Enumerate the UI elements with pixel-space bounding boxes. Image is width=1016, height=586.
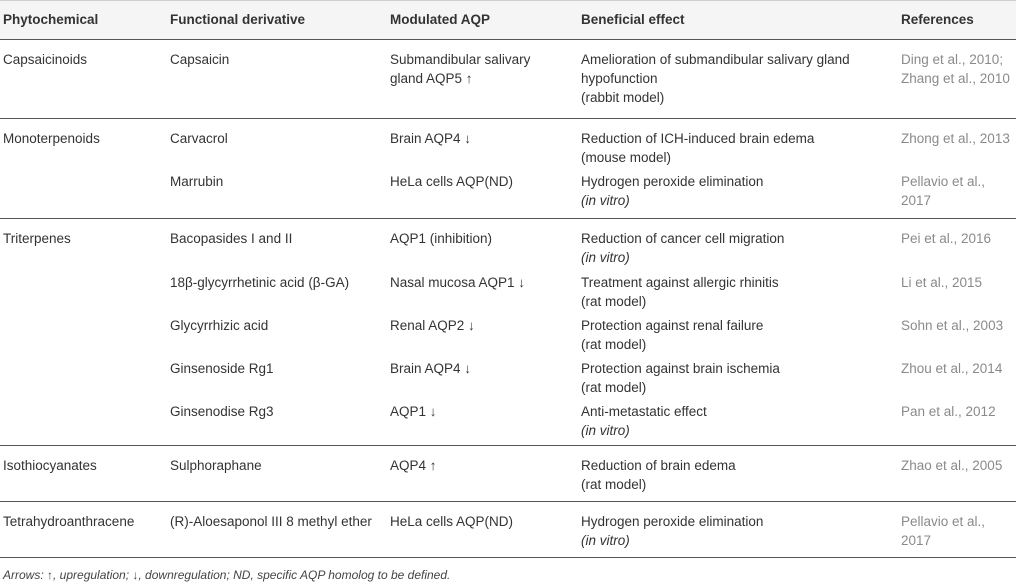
table-group xyxy=(0,502,1016,558)
effect-cell xyxy=(581,273,779,311)
effect-line: (mouse model) xyxy=(581,150,672,165)
reference-line: Zhang et al., 2010 xyxy=(901,71,1010,86)
reference-line: Ding et al., 2010; xyxy=(901,52,1004,67)
effect-cell xyxy=(581,172,763,210)
aqp-cell: HeLa cells AQP(ND) xyxy=(390,514,514,529)
reference-cell xyxy=(901,50,1010,88)
aqp-cell xyxy=(390,50,530,88)
table-group xyxy=(0,219,1016,446)
phytochemical-cell: Tetrahydroanthracene xyxy=(3,514,135,529)
table-group xyxy=(0,119,1016,219)
aqp-cell: AQP4 ↑ xyxy=(390,458,437,473)
reference-line: 2017 xyxy=(901,193,932,208)
derivative-cell: Capsaicin xyxy=(170,52,230,67)
effect-cell xyxy=(581,359,780,397)
effect-line: (rat model) xyxy=(581,337,647,352)
effect-line: Hydrogen peroxide elimination xyxy=(581,514,764,529)
phytochemical-cell: Triterpenes xyxy=(3,231,71,246)
effect-cell xyxy=(581,229,784,267)
header-functional-derivative: Functional derivative xyxy=(170,12,306,27)
reference-line: Pellavio et al., xyxy=(901,174,986,189)
derivative-cell: (R)-Aloesaponol III 8 methyl ether xyxy=(170,514,372,529)
table-footnote: Arrows: ↑, upregulation; ↓, downregulation; ND, specific AQP homolog to be defined. xyxy=(3,568,451,582)
effect-line: (rat model) xyxy=(581,477,647,492)
header-modulated-aqp: Modulated AQP xyxy=(390,12,490,27)
table-group xyxy=(0,446,1016,502)
effect-line: Amelioration of submandibular salivary gland xyxy=(581,52,850,67)
aqp-cell: Renal AQP2 ↓ xyxy=(390,318,475,333)
header-phytochemical: Phytochemical xyxy=(3,12,99,27)
derivative-cell: Sulphoraphane xyxy=(170,458,262,473)
header-beneficial-effect: Beneficial effect xyxy=(581,12,685,27)
effect-line: Protection against renal failure xyxy=(581,318,764,333)
effect-line: Reduction of ICH-induced brain edema xyxy=(581,131,815,146)
effect-cell xyxy=(581,129,814,167)
effect-line: Reduction of brain edema xyxy=(581,458,736,473)
phytochemical-cell: Monoterpenoids xyxy=(3,131,100,146)
effect-cell xyxy=(581,316,763,354)
reference-cell: Zhong et al., 2013 xyxy=(901,131,1010,146)
reference-cell: Zhao et al., 2005 xyxy=(901,458,1003,473)
effect-line: (in vitro) xyxy=(581,250,630,265)
phytochemical-cell: Capsaicinoids xyxy=(3,52,88,67)
effect-line: (in vitro) xyxy=(581,193,630,208)
effect-cell xyxy=(581,456,736,494)
effect-line: (in vitro) xyxy=(581,423,630,438)
reference-line: 2017 xyxy=(901,533,932,548)
derivative-cell: Glycyrrhizic acid xyxy=(170,318,269,333)
reference-cell xyxy=(901,512,985,550)
effect-cell xyxy=(581,50,850,107)
reference-cell: Pan et al., 2012 xyxy=(901,404,996,419)
derivative-cell: Bacopasides I and II xyxy=(170,231,293,246)
effect-line: Anti-metastatic effect xyxy=(581,404,707,419)
effect-cell xyxy=(581,512,763,550)
effect-line: (rat model) xyxy=(581,294,647,309)
effect-line: Treatment against allergic rhinitis xyxy=(581,275,779,290)
phytochemical-cell: Isothiocyanates xyxy=(3,458,97,473)
aqp-cell: HeLa cells AQP(ND) xyxy=(390,174,514,189)
effect-line: Reduction of cancer cell migration xyxy=(581,231,785,246)
reference-cell: Pei et al., 2016 xyxy=(901,231,992,246)
effect-line: hypofunction xyxy=(581,71,658,86)
reference-cell: Sohn et al., 2003 xyxy=(901,318,1004,333)
aqp-cell: AQP1 ↓ xyxy=(390,404,437,419)
effect-line: Protection against brain ischemia xyxy=(581,361,780,376)
aqp-cell: AQP1 (inhibition) xyxy=(390,231,493,246)
derivative-cell: Carvacrol xyxy=(170,131,228,146)
effect-line: (rabbit model) xyxy=(581,90,665,105)
reference-cell: Li et al., 2015 xyxy=(901,275,983,290)
derivative-cell: 18β-glycyrrhetinic acid (β-GA) xyxy=(170,275,350,290)
derivative-cell: Marrubin xyxy=(170,174,224,189)
aqp-cell: Nasal mucosa AQP1 ↓ xyxy=(390,275,526,290)
effect-line: (in vitro) xyxy=(581,533,630,548)
effect-cell xyxy=(581,402,707,440)
reference-cell: Zhou et al., 2014 xyxy=(901,361,1003,376)
derivative-cell: Ginsenodise Rg3 xyxy=(170,404,274,419)
aqp-line: Submandibular salivary xyxy=(390,52,531,67)
aqp-cell: Brain AQP4 ↓ xyxy=(390,361,472,376)
aqp-line: gland AQP5 ↑ xyxy=(390,71,473,86)
derivative-cell: Ginsenoside Rg1 xyxy=(170,361,274,376)
header-references: References xyxy=(901,12,974,27)
aqp-cell: Brain AQP4 ↓ xyxy=(390,131,472,146)
table-header xyxy=(0,0,1016,40)
reference-line: Pellavio et al., xyxy=(901,514,986,529)
reference-cell xyxy=(901,172,985,210)
table-group xyxy=(0,40,1016,119)
effect-line: Hydrogen peroxide elimination xyxy=(581,174,764,189)
effect-line: (rat model) xyxy=(581,380,647,395)
